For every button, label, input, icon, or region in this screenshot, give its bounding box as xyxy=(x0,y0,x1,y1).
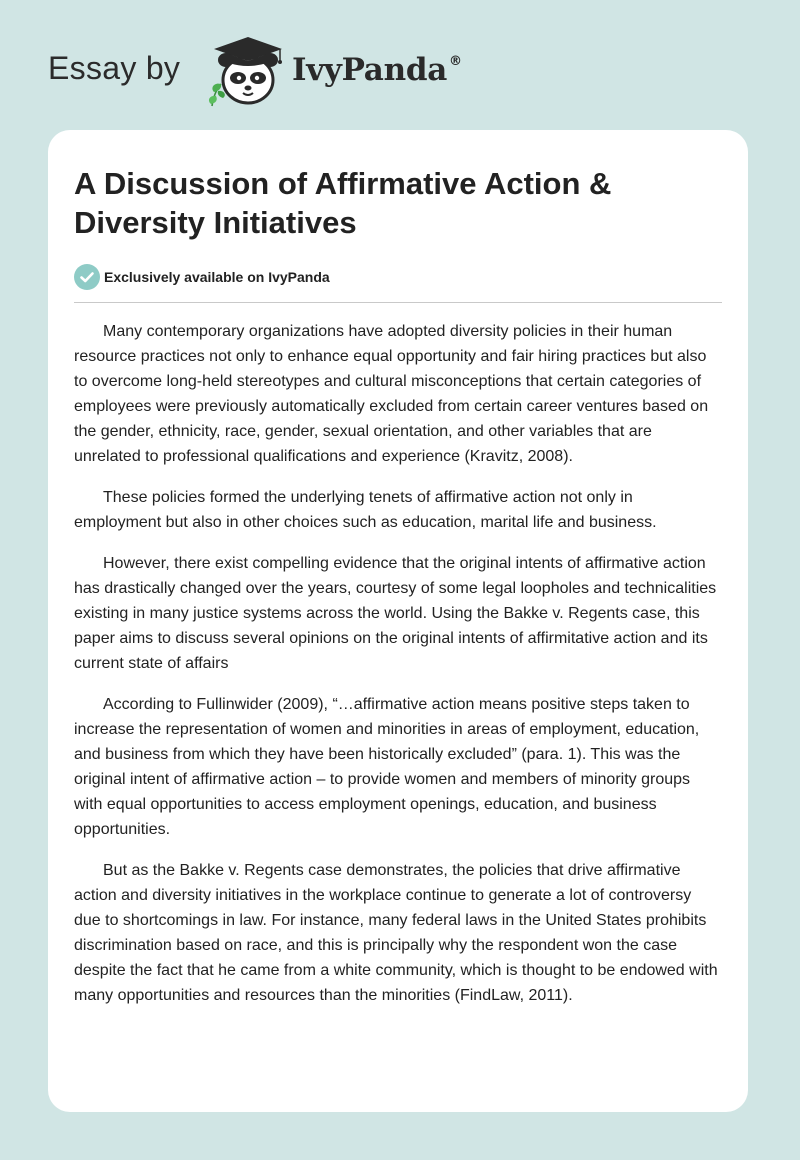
check-circle-icon xyxy=(74,264,100,290)
article-title: A Discussion of Affirmative Action & Diversity Initiatives xyxy=(74,166,612,240)
exclusive-badge xyxy=(74,264,574,290)
exclusive-badge-label: Exclusively available on IvyPanda xyxy=(104,269,330,285)
paragraph: But as the Bakke v. Regents case demonstrates, the policies that drive affirmative action and diversity initiatives in the workplace continue to generate a lot of controversy due to shortcomings in law. For instance, many federal laws in the United States prohibits discrimination based on race, and this is principally why the respondent won the case despite the fact that he came from a white community, which is thought to be endowed with many opportunities and resources than the minorities (FindLaw, 2011). xyxy=(74,862,718,1004)
divider xyxy=(74,302,722,303)
brand-prefix: Essay by xyxy=(48,50,181,86)
brand-header xyxy=(48,34,508,114)
paragraph: Many contemporary organizations have adopted diversity policies in their human resource practices not only to enhance equal opportunity and fair hiring practices but also to overcome long-held stereotypes and cultural misconceptions that certain categories of employees were previously automatically excluded from certain career ventures based on the gender, ethnicity, race, gender, sexual orientation, and other variables that are unrelated to professional qualifications and experience (Kravitz, 2008). xyxy=(74,323,709,465)
brand-name: IvyPanda ® xyxy=(292,52,462,88)
registered-mark: ® xyxy=(449,53,462,69)
article-body xyxy=(74,319,720,1024)
panda-graduate-logo-icon xyxy=(202,34,290,110)
article-card xyxy=(48,130,748,1112)
paragraph: However, there exist compelling evidence that the original intents of affirmative action has drastically changed over the years, courtesy of some legal loopholes and technicalities existing in many justice systems across the world. Using the Bakke v. Regents case, this paper aims to discuss several opinions on the original intents of affirmitative action and its current state of affairs xyxy=(74,555,717,672)
paragraph: According to Fullinwider (2009), “…affirmative action means positive steps taken to increase the representation of women and minorities in areas of employment, education, and business from which they have been historically excluded” (para. 1). This was the original intent of affirmative action – to provide women and members of minority groups with equal opportunities to access employment openings, education, and business opportunities. xyxy=(74,696,700,838)
paragraph: These policies formed the underlying tenets of affirmative action not only in employment but also in other choices such as education, marital life and business. xyxy=(74,489,657,531)
